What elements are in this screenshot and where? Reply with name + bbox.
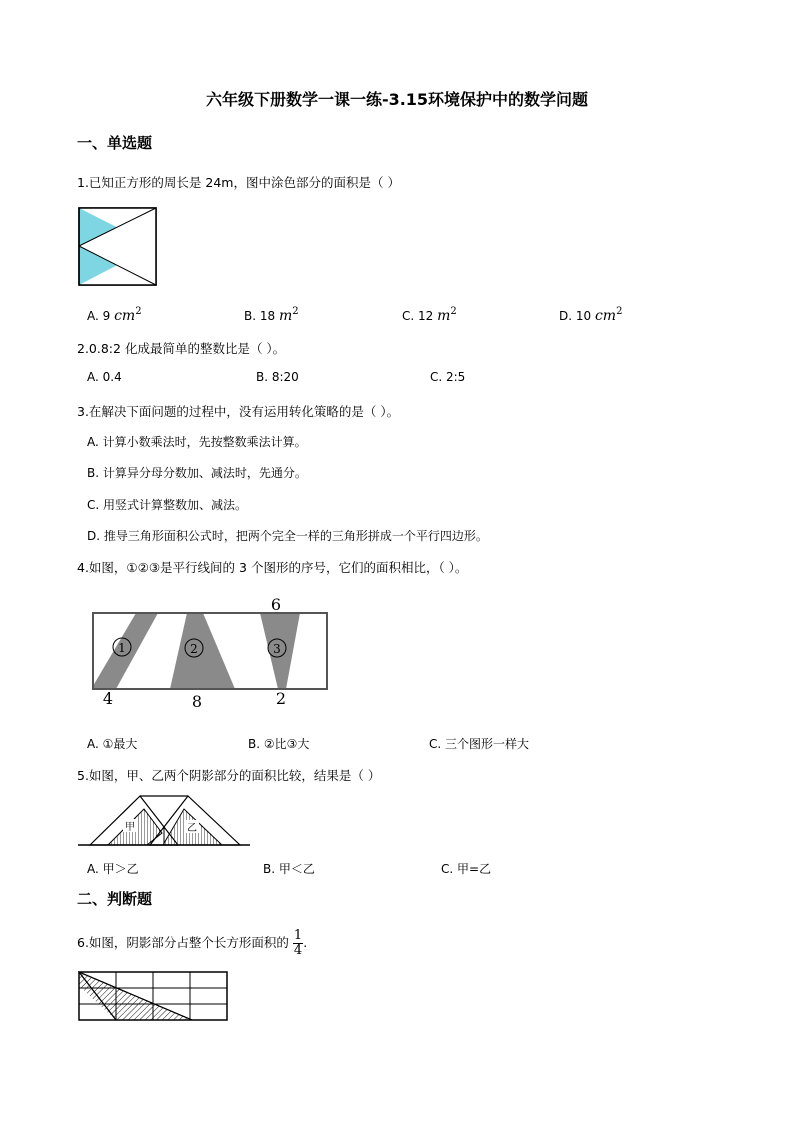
q4-option-b[interactable]: B. ②比③大	[248, 737, 310, 751]
q5-roof-figure	[78, 793, 253, 849]
page-title: 六年级下册数学一课一练-3.15环境保护中的数学问题	[205, 90, 589, 109]
q5-option-b[interactable]: B. 甲＜乙	[263, 862, 315, 876]
q1-square-figure	[78, 207, 158, 287]
q3-option-c[interactable]: C. 用竖式计算整数加、减法。	[87, 498, 248, 512]
q5-option-c[interactable]: C. 甲=乙	[441, 862, 492, 876]
question-6-text: 6.如图，阴影部分占整个长方形面积的	[77, 935, 289, 950]
question-5: 5.如图，甲、乙两个阴影部分的面积比较，结果是（ ）	[77, 768, 381, 783]
q4-mark-3: 3	[273, 642, 281, 656]
question-1: 1.已知正方形的周长是 24m，图中涂色部分的面积是（ ）	[77, 175, 400, 190]
q1-option-a[interactable]: A. 9 $cm^2$	[87, 306, 142, 324]
fraction: $\frac{1}{4}$	[293, 928, 303, 958]
q4-mark-2: 2	[190, 642, 198, 656]
q2-option-b[interactable]: B. 8:20	[256, 370, 299, 384]
question-6: 6.如图，阴影部分占整个长方形面积的 $\frac{1}{4}$ .	[77, 928, 308, 958]
q4-label-left: 4	[102, 689, 114, 708]
q5-label-yi: 乙	[187, 823, 197, 834]
q4-mark-1: 1	[118, 641, 126, 655]
q4-option-c[interactable]: C. 三个图形一样大	[429, 737, 530, 751]
q3-option-b[interactable]: B. 计算异分母分数加、减法时，先通分。	[87, 466, 307, 480]
question-2: 2.0.8:2 化成最简单的整数比是（ ）。	[77, 341, 286, 356]
q4-label-right: 2	[275, 689, 287, 708]
q3-option-d[interactable]: D. 推导三角形面积公式时，把两个完全一样的三角形拼成一个平行四边形。	[87, 529, 488, 543]
q1-option-d[interactable]: D. 10 $cm^2$	[559, 306, 623, 324]
q1-option-c[interactable]: C. 12 $m^2$	[402, 306, 457, 324]
question-3: 3.在解决下面问题的过程中，没有运用转化策略的是（ ）。	[77, 404, 400, 419]
q5-label-jia: 甲	[125, 822, 135, 833]
q4-label-middle: 8	[191, 692, 203, 711]
q1-option-b[interactable]: B. 18 $m^2$	[244, 306, 299, 324]
section-heading-true-false: 二、判断题	[77, 890, 153, 908]
q5-option-a[interactable]: A. 甲＞乙	[87, 862, 139, 876]
q2-option-a[interactable]: A. 0.4	[87, 370, 122, 384]
q4-parallel-figure	[88, 590, 338, 712]
q2-option-c[interactable]: C. 2:5	[430, 370, 466, 384]
q4-top-label: 6	[270, 595, 282, 614]
section-heading-single-choice: 一、单选题	[77, 134, 153, 152]
q3-option-a[interactable]: A. 计算小数乘法时，先按整数乘法计算。	[87, 435, 307, 449]
q6-grid-figure	[78, 968, 230, 1024]
question-4: 4.如图，①②③是平行线间的 3 个图形的序号，它们的面积相比，（ ）。	[77, 560, 468, 575]
q4-option-a[interactable]: A. ①最大	[87, 737, 138, 751]
